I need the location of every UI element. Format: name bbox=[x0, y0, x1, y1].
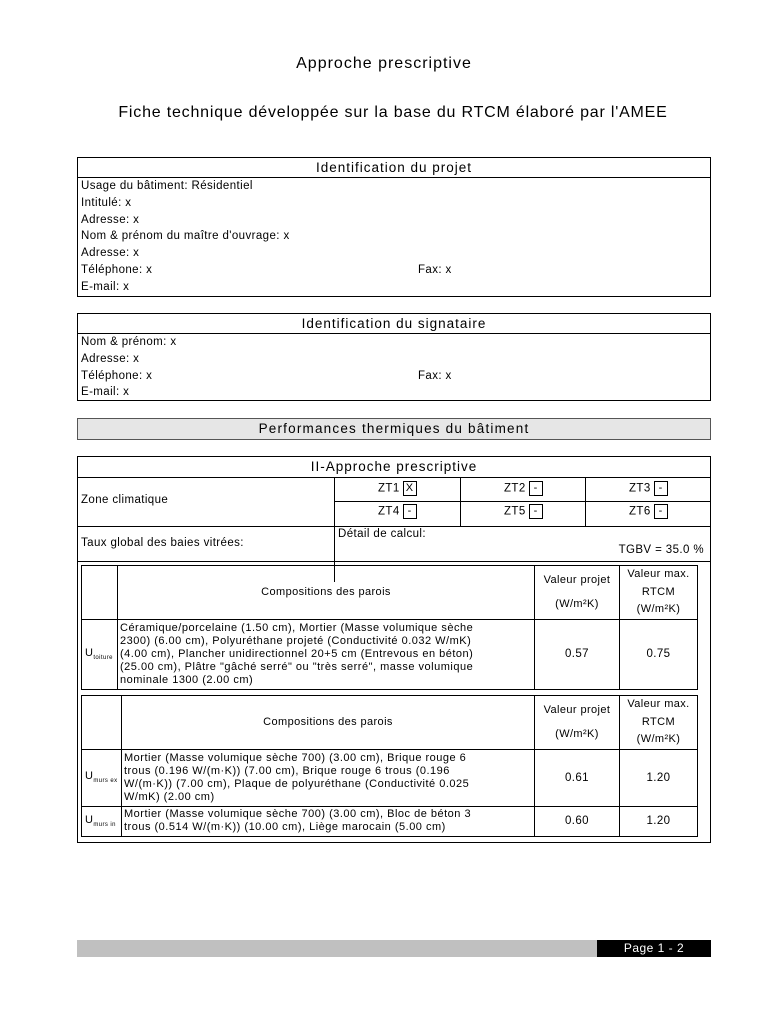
u-subscript: murs in bbox=[93, 822, 116, 829]
header-compositions: Compositions des parois bbox=[122, 696, 535, 750]
table-header-row bbox=[82, 566, 698, 620]
zt2-checkbox[interactable]: - bbox=[529, 481, 543, 496]
composition-line: Céramique/porcelaine (1.50 cm), Mortier (Masse volumique sèche bbox=[120, 621, 474, 634]
header-valeur-projet bbox=[535, 696, 620, 750]
composition-line: W/(m·K)) (7.00 cm), Plaque de polyuréthane (Conductivité 0.025 bbox=[124, 777, 470, 790]
header-valeur-max bbox=[620, 566, 698, 620]
tgbv-value: TGBV = 35.0 % bbox=[618, 544, 704, 556]
signataire-box bbox=[77, 313, 711, 401]
performances-heading: Performances thermiques du bâtiment bbox=[77, 418, 711, 440]
zone-zt2 bbox=[504, 481, 543, 496]
projet-maitre-ouvrage: Nom & prénom du maître d'ouvrage: x bbox=[81, 230, 290, 243]
projet-usage: Usage du bâtiment: Résidentiel bbox=[81, 180, 253, 192]
header-valeur-projet bbox=[535, 566, 620, 620]
u-toiture-label bbox=[82, 619, 118, 689]
taux-baies-label: Taux global des baies vitrées: bbox=[81, 537, 244, 549]
zt1-label: ZT1 bbox=[378, 482, 400, 495]
zt2-label: ZT2 bbox=[504, 482, 526, 495]
projet-email: E-mail: x bbox=[81, 280, 130, 293]
u-murs-in-label bbox=[82, 806, 122, 836]
signataire-telephone-row bbox=[78, 368, 710, 385]
murs-ex-valeur-max: 1.20 bbox=[620, 749, 698, 806]
zt3-label: ZT3 bbox=[629, 482, 651, 495]
projet-intitule: Intitulé: x bbox=[81, 196, 132, 209]
toiture-valeur-max: 0.75 bbox=[620, 619, 698, 689]
projet-fax: Fax: x bbox=[418, 263, 452, 276]
murs-in-composition bbox=[122, 806, 535, 836]
murs-ex-composition bbox=[122, 749, 535, 806]
zone-divider bbox=[334, 501, 710, 502]
zone-divider bbox=[78, 526, 710, 527]
toiture-table bbox=[81, 565, 698, 690]
toiture-valeur-projet: 0.57 bbox=[535, 619, 620, 689]
table-row bbox=[82, 806, 698, 836]
projet-heading: Identification du projet bbox=[78, 158, 710, 178]
table-row bbox=[82, 619, 698, 689]
zone-zt6 bbox=[629, 504, 668, 519]
zt6-checkbox[interactable]: - bbox=[654, 504, 668, 519]
signataire-email: E-mail: x bbox=[81, 386, 130, 399]
zt5-checkbox[interactable]: - bbox=[529, 504, 543, 519]
detail-calcul-label: Détail de calcul: bbox=[338, 528, 426, 540]
zt6-label: ZT6 bbox=[629, 505, 651, 518]
projet-adresse: Adresse: x bbox=[81, 213, 140, 226]
toiture-composition bbox=[118, 619, 535, 689]
composition-line: trous (0.514 W/(m·K)) (10.00 cm), Liège marocain (5.00 cm) bbox=[124, 821, 446, 833]
zone-climatique-label: Zone climatique bbox=[81, 494, 169, 506]
zone-divider bbox=[585, 478, 586, 526]
valeur-max-unit: (W/m²K) bbox=[636, 733, 681, 745]
valeur-max-label: Valeur max. bbox=[627, 568, 690, 580]
zt4-checkbox[interactable]: - bbox=[403, 504, 417, 519]
murs-in-valeur-max: 1.20 bbox=[620, 806, 698, 836]
composition-line: nominale 1300 (2.00 cm) bbox=[120, 673, 254, 686]
composition-line: Mortier (Masse volumique sèche 700) (3.00 cm), Bloc de béton 3 bbox=[124, 808, 472, 820]
murs-ex-valeur-projet: 0.61 bbox=[535, 749, 620, 806]
zt5-label: ZT5 bbox=[504, 505, 526, 518]
zt1-checkbox[interactable]: X bbox=[403, 481, 417, 496]
signataire-heading: Identification du signataire bbox=[78, 314, 710, 334]
table-row bbox=[82, 749, 698, 806]
zt4-label: ZT4 bbox=[378, 505, 400, 518]
u-symbol: U bbox=[85, 770, 94, 783]
valeur-max-label: Valeur max. bbox=[627, 698, 690, 710]
murs-table bbox=[81, 695, 698, 837]
composition-line: (25.00 cm), Plâtre "gâché serré" ou "très serré", masse volumique bbox=[120, 660, 474, 673]
document-title: Approche prescriptive bbox=[296, 55, 472, 72]
valeur-projet-unit: (W/m²K) bbox=[555, 598, 599, 611]
composition-line: Mortier (Masse volumique sèche 700) (3.00 cm), Brique rouge 6 bbox=[124, 751, 467, 764]
u-subscript: murs ex bbox=[93, 778, 118, 785]
projet-telephone-row bbox=[78, 262, 710, 279]
projet-adresse-2: Adresse: x bbox=[81, 247, 140, 260]
footer-bar bbox=[77, 940, 597, 957]
composition-line: W/mK) (2.00 cm) bbox=[124, 790, 215, 803]
zone-zt4 bbox=[378, 504, 417, 519]
signataire-telephone: Téléphone: x bbox=[81, 369, 153, 382]
valeur-max-rtcm: RTCM bbox=[641, 715, 676, 728]
signataire-adresse: Adresse: x bbox=[81, 352, 140, 365]
u-symbol: U bbox=[85, 813, 94, 826]
valeur-projet-unit: (W/m²K) bbox=[555, 728, 599, 741]
composition-line: 2300) (6.00 cm), Polyuréthane projeté (Conductivité 0.032 W/mK) bbox=[120, 634, 472, 647]
zone-zt1 bbox=[378, 481, 417, 496]
prescriptive-heading: II-Approche prescriptive bbox=[78, 457, 710, 478]
zone-divider bbox=[78, 561, 710, 562]
projet-telephone: Téléphone: x bbox=[81, 263, 153, 276]
document-subtitle: Fiche technique développée sur la base du RTCM élaboré par l'AMEE bbox=[118, 104, 668, 121]
signataire-fax: Fax: x bbox=[418, 369, 452, 382]
composition-line: (4.00 cm), Plancher unidirectionnel 20+5 cm (Entrevous en béton) bbox=[120, 647, 474, 660]
zone-zt3 bbox=[629, 481, 668, 496]
valeur-max-rtcm: RTCM bbox=[641, 585, 676, 598]
signataire-nom: Nom & prénom: x bbox=[81, 336, 177, 348]
composition-line: trous (0.196 W/(m·K)) (7.00 cm), Brique rouge 6 trous (0.196 bbox=[124, 764, 450, 777]
header-empty-cell bbox=[82, 566, 118, 620]
valeur-projet-label: Valeur projet bbox=[543, 704, 611, 717]
u-subscript: toiture bbox=[93, 655, 113, 662]
zt3-checkbox[interactable]: - bbox=[654, 481, 668, 496]
u-murs-ex-label bbox=[82, 749, 122, 806]
u-symbol: U bbox=[85, 646, 94, 659]
page-number: Page 1 - 2 bbox=[597, 940, 711, 957]
zone-zt5 bbox=[504, 504, 543, 519]
header-empty-cell bbox=[82, 696, 122, 750]
zone-divider bbox=[460, 478, 461, 526]
murs-in-valeur-projet: 0.60 bbox=[535, 806, 620, 836]
header-compositions: Compositions des parois bbox=[118, 566, 535, 620]
valeur-max-unit: (W/m²K) bbox=[636, 603, 681, 615]
header-valeur-max bbox=[620, 696, 698, 750]
valeur-projet-label: Valeur projet bbox=[543, 574, 611, 587]
table-header-row bbox=[82, 696, 698, 750]
projet-box bbox=[77, 157, 711, 297]
